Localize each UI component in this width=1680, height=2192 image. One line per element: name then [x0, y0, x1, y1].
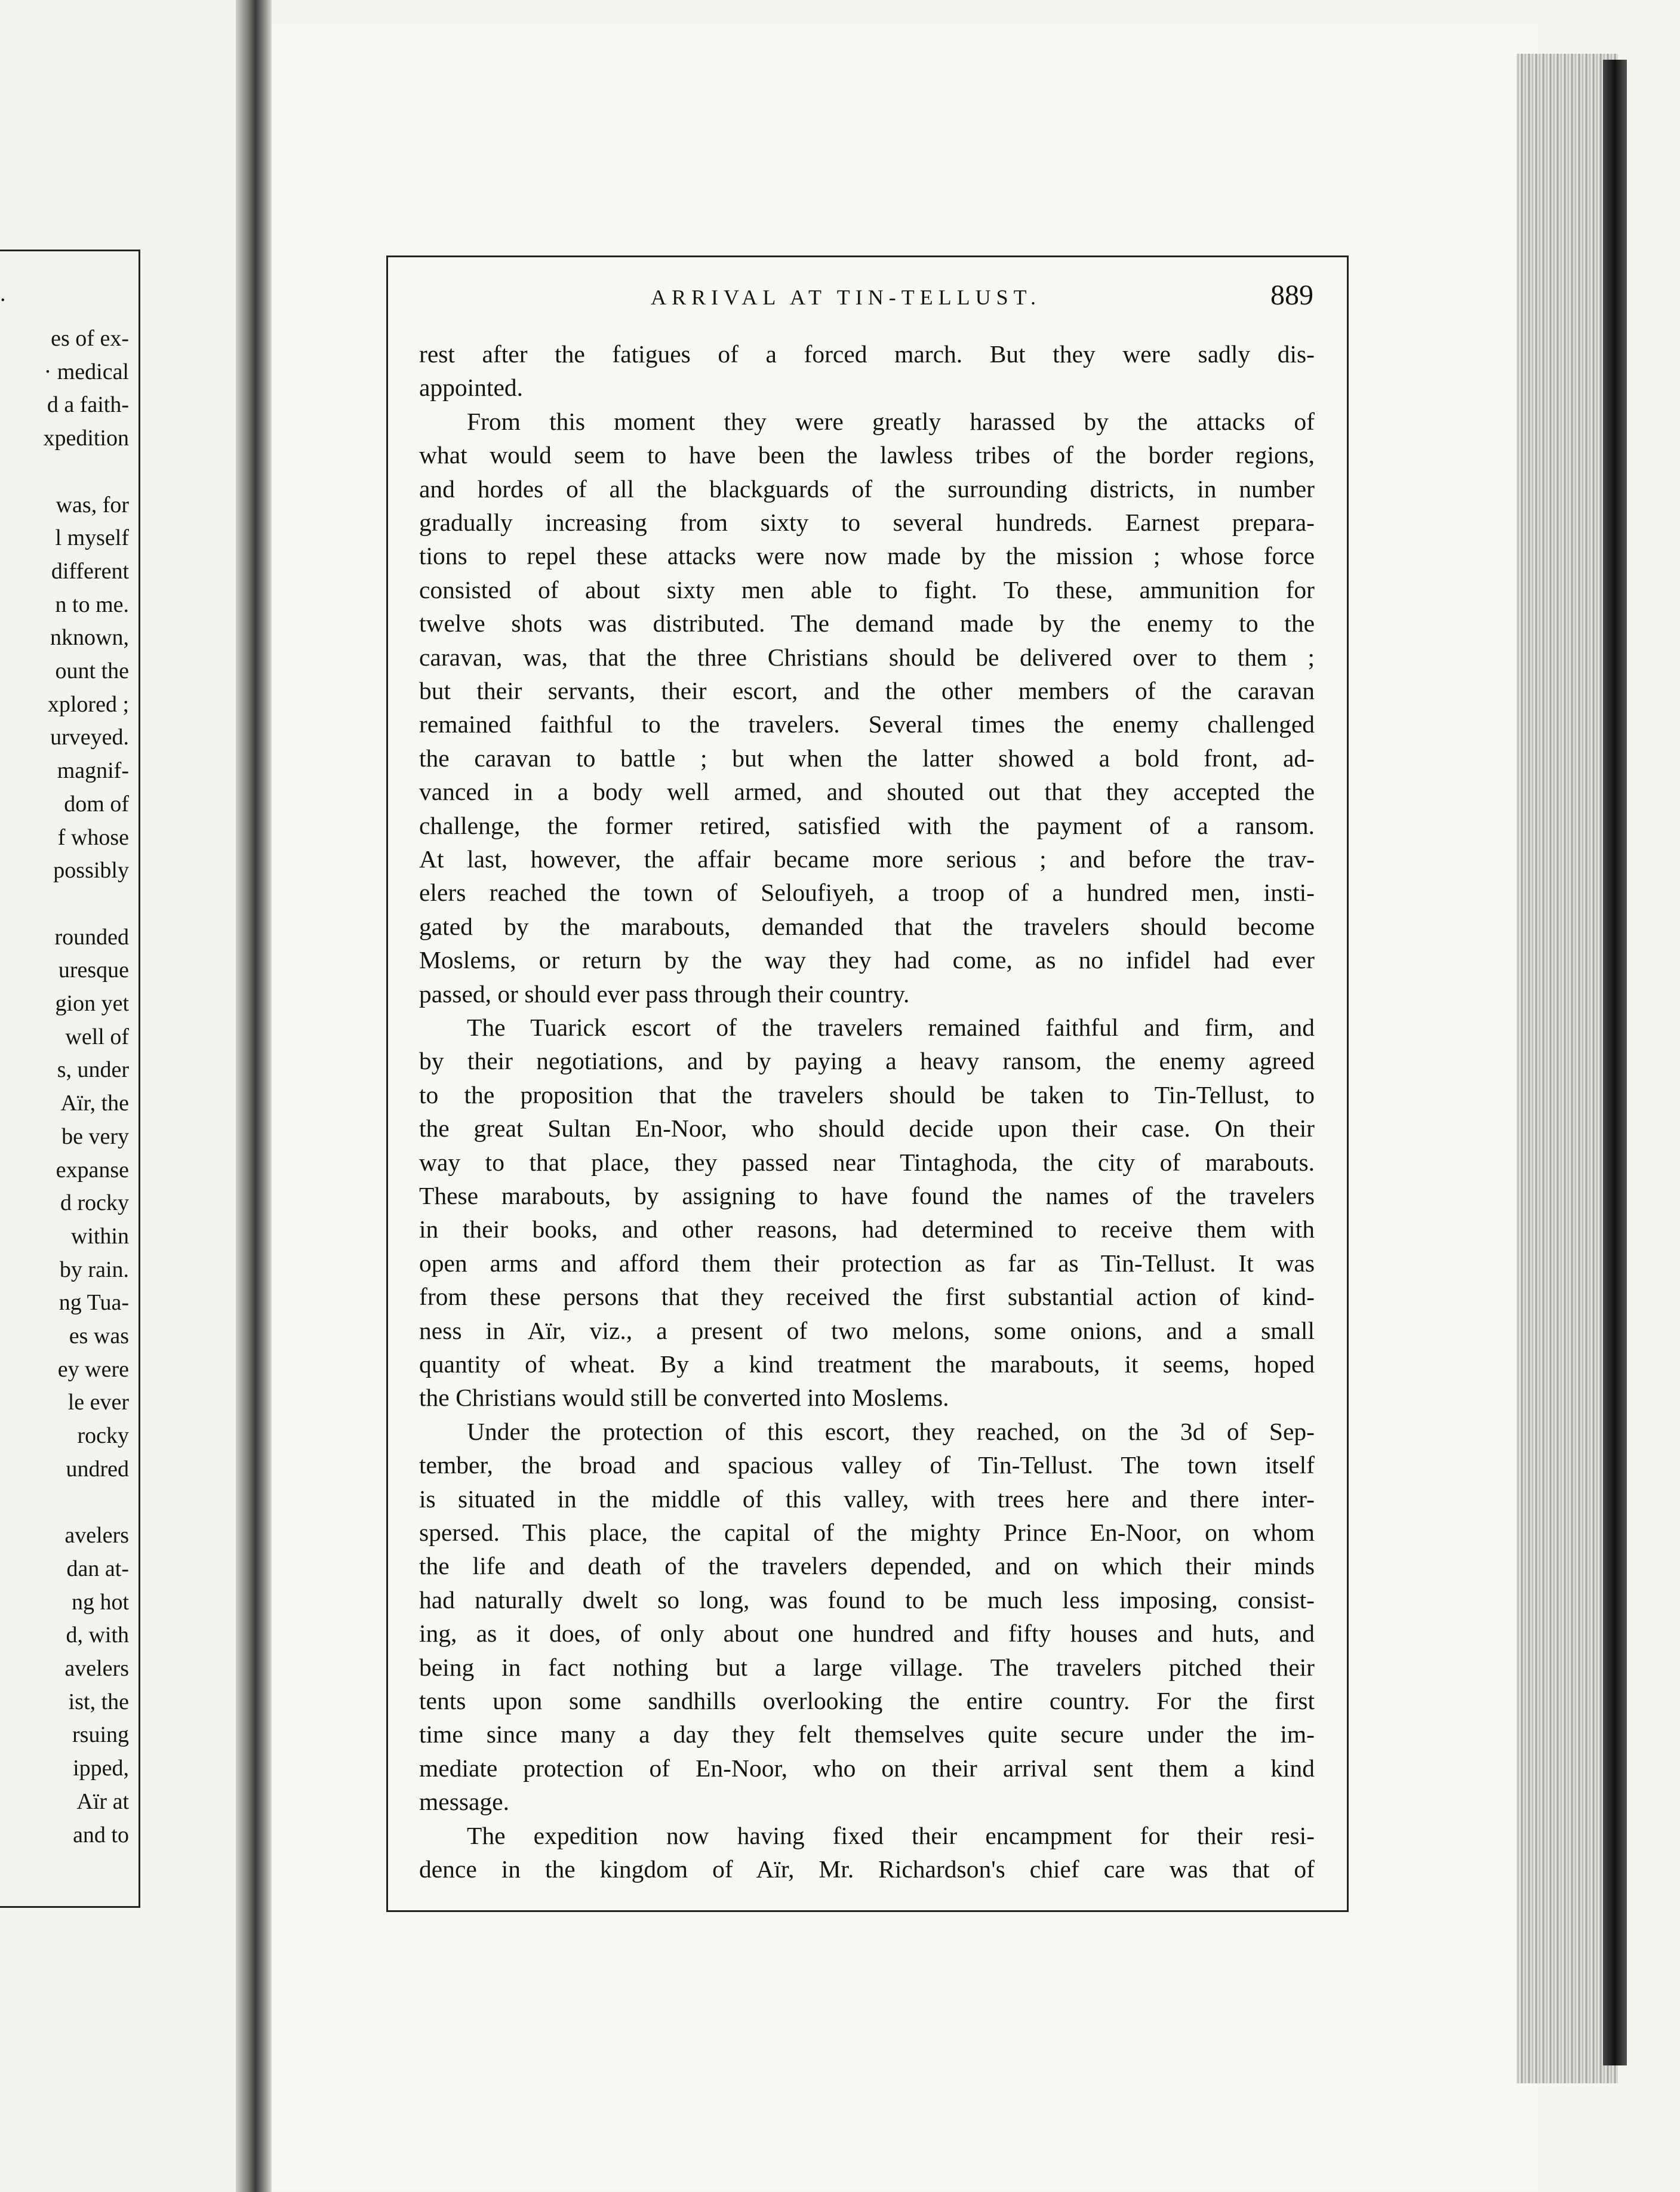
body-text-line: time since many a day they felt themselves quite secure under the im- — [419, 1720, 1315, 1748]
body-text-line: quantity of wheat. By a kind treatment the marabouts, it seems, hoped — [419, 1350, 1315, 1378]
body-text-line: twelve shots was distributed. The demand made by the enemy to the — [419, 609, 1315, 638]
body-text-line: in their books, and other reasons, had determined to receive them with — [419, 1215, 1315, 1243]
left-page-line: ng Tua- — [59, 1290, 129, 1316]
body-text-line: tents upon some sandhills overlooking the entire country. For the first — [419, 1687, 1315, 1714]
left-page-line: Aïr, the — [60, 1091, 129, 1116]
left-page-line: n to me. — [55, 592, 129, 617]
left-page-line: undred — [66, 1456, 129, 1482]
body-text-line: Under the protection of this escort, they reached, on the 3d of Sep- — [467, 1417, 1315, 1445]
body-text-line: the great Sultan En-Noor, who should decide upon their case. On their — [419, 1115, 1315, 1143]
left-page-line: d rocky — [60, 1190, 129, 1216]
body-text-line: tions to repel these attacks were now made by the mission ; whose force — [419, 542, 1315, 570]
left-page-line: urveyed. — [50, 725, 129, 750]
left-page-line: expanse — [56, 1157, 129, 1183]
left-page-line: dom of — [64, 791, 129, 817]
body-text-line: by their negotiations, and by paying a heavy ransom, the enemy agreed — [419, 1047, 1315, 1075]
body-text-line: but their servants, their escort, and the other members of the caravan — [419, 677, 1315, 704]
left-page-line: be very — [61, 1123, 129, 1149]
left-page-line: l myself — [55, 525, 129, 551]
body-text-line: appointed. — [419, 374, 524, 402]
left-page-line: d a faith- — [47, 392, 129, 418]
body-text-line: consisted of about sixty men able to fight. To these, ammunition for — [419, 575, 1315, 604]
left-page-line: dan at- — [66, 1556, 129, 1581]
body-text-line: Moslems, or return by the way they had come, as no infidel had ever — [419, 946, 1315, 974]
page-number: 889 — [1270, 279, 1313, 311]
left-page — [0, 0, 263, 2192]
left-page-line: s, under — [57, 1057, 129, 1083]
left-page-line: magnif- — [57, 758, 129, 784]
running-header — [418, 279, 1313, 319]
left-page-line: ist, the — [68, 1689, 129, 1714]
body-text-line: and hordes of all the blackguards of the surrounding districts, in number — [419, 475, 1315, 503]
body-text-line: mediate protection of En-Noor, who on their arrival sent them a kind — [419, 1754, 1315, 1782]
left-page-line: Aïr at — [76, 1788, 129, 1814]
left-page-line: possibly — [53, 858, 129, 883]
left-page-line: avelers — [64, 1523, 129, 1548]
body-text-line: to the proposition that the travelers should be taken to Tin-Tellust, to — [419, 1080, 1315, 1109]
body-text-line: vanced in a body well armed, and shouted out that they accepted the — [419, 778, 1315, 806]
left-page-line: es was — [69, 1323, 129, 1349]
left-page-top-mark: . — [0, 281, 6, 306]
body-text-line: tember, the broad and spacious valley of Tin-Tellust. The town itself — [419, 1451, 1315, 1479]
left-page-line: avelers — [64, 1656, 129, 1681]
body-text-line: ing, as it does, of only about one hundred and fifty houses and huts, and — [419, 1620, 1315, 1648]
running-title: ARRIVAL AT TIN-TELLUST. — [651, 285, 1041, 309]
left-page-line: uresque — [58, 958, 129, 983]
left-page-line: · medical — [44, 359, 129, 384]
left-page-line: nknown, — [50, 625, 129, 651]
body-text-line: challenge, the former retired, satisfied with the payment of a ransom. — [419, 811, 1315, 839]
left-page-line: ipped, — [73, 1756, 129, 1781]
left-page-line: ount the — [55, 658, 129, 684]
body-text-line: being in fact nothing but a large village. The travelers pitched their — [419, 1653, 1315, 1681]
left-page-line: ng hot — [71, 1589, 129, 1615]
body-text-line: gated by the marabouts, demanded that the travelers should become — [419, 912, 1315, 940]
left-page-line: rsuing — [72, 1722, 129, 1748]
body-text-line: elers reached the town of Seloufiyeh, a troop of a hundred men, insti- — [419, 879, 1315, 907]
body-text-line: remained faithful to the travelers. Several times the enemy challenged — [419, 710, 1315, 738]
body-text-line: open arms and afford them their protection as far as Tin-Tellust. It was — [419, 1249, 1315, 1277]
body-text-line: caravan, was, that the three Christians should be delivered over to them ; — [419, 643, 1315, 671]
body-text-line: the Christians would still be converted into Moslems. — [419, 1384, 949, 1412]
left-page-line: and to — [73, 1822, 129, 1848]
left-page-line: rocky — [77, 1423, 129, 1449]
body-text-line: from these persons that they received the first substantial action of kind- — [419, 1283, 1315, 1311]
body-text-line: The expedition now having fixed their encampment for their resi- — [467, 1821, 1315, 1849]
book-gutter — [236, 0, 272, 2192]
body-text-line: had naturally dwelt so long, was found to be much less imposing, consist- — [419, 1585, 1315, 1614]
body-text-line: ness in Aïr, viz., a present of two melons, some onions, and a small — [419, 1316, 1315, 1344]
body-text-line: The Tuarick escort of the travelers remained faithful and firm, and — [467, 1014, 1315, 1041]
body-text-line: rest after the fatigues of a forced march. But they were sadly dis- — [419, 340, 1315, 368]
left-page-line: rounded — [54, 924, 129, 950]
left-page-line: gion yet — [55, 991, 129, 1016]
body-text-line: At last, however, the affair became more serious ; and before the trav- — [419, 845, 1315, 873]
left-page-line: es of ex- — [51, 326, 129, 351]
body-text-line: From this moment they were greatly harassed by the attacks of — [467, 407, 1315, 435]
body-text-line: dence in the kingdom of Aïr, Mr. Richardson's chief care was that of — [419, 1855, 1315, 1883]
body-text-line: These marabouts, by assigning to have found the names of the travelers — [419, 1182, 1315, 1209]
body-text-line: gradually increasing from sixty to several hundreds. Earnest prepara- — [419, 509, 1315, 536]
body-text-line: passed, or should ever pass through their country. — [419, 980, 910, 1008]
left-page-line: within — [70, 1223, 129, 1249]
left-page-line: ey were — [57, 1356, 129, 1382]
left-page-line: xpedition — [43, 426, 129, 451]
body-text-line: message. — [419, 1788, 509, 1816]
body-text-line: the life and death of the travelers depended, and on which their minds — [419, 1552, 1315, 1580]
page-edges-shadow — [1603, 60, 1627, 2065]
left-page-line: f whose — [57, 824, 129, 850]
body-text-line: way to that place, they passed near Tintaghoda, the city of marabouts. — [419, 1148, 1315, 1176]
left-page-line: le ever — [67, 1390, 129, 1415]
body-text-line: what would seem to have been the lawless tribes of the border regions, — [419, 441, 1315, 469]
left-page-line: xplored ; — [47, 691, 129, 717]
left-page-line: by rain. — [59, 1257, 129, 1282]
body-text-line: the caravan to battle ; but when the latter showed a bold front, ad- — [419, 744, 1315, 772]
body-text-line: is situated in the middle of this valley, with trees here and there inter- — [419, 1485, 1315, 1513]
left-page-line: d, with — [66, 1623, 129, 1648]
body-text-line: spersed. This place, the capital of the mighty Prince En-Noor, on whom — [419, 1519, 1315, 1546]
left-page-line: different — [51, 558, 129, 584]
left-page-line: well of — [65, 1024, 129, 1049]
left-page-line: was, for — [56, 492, 129, 518]
